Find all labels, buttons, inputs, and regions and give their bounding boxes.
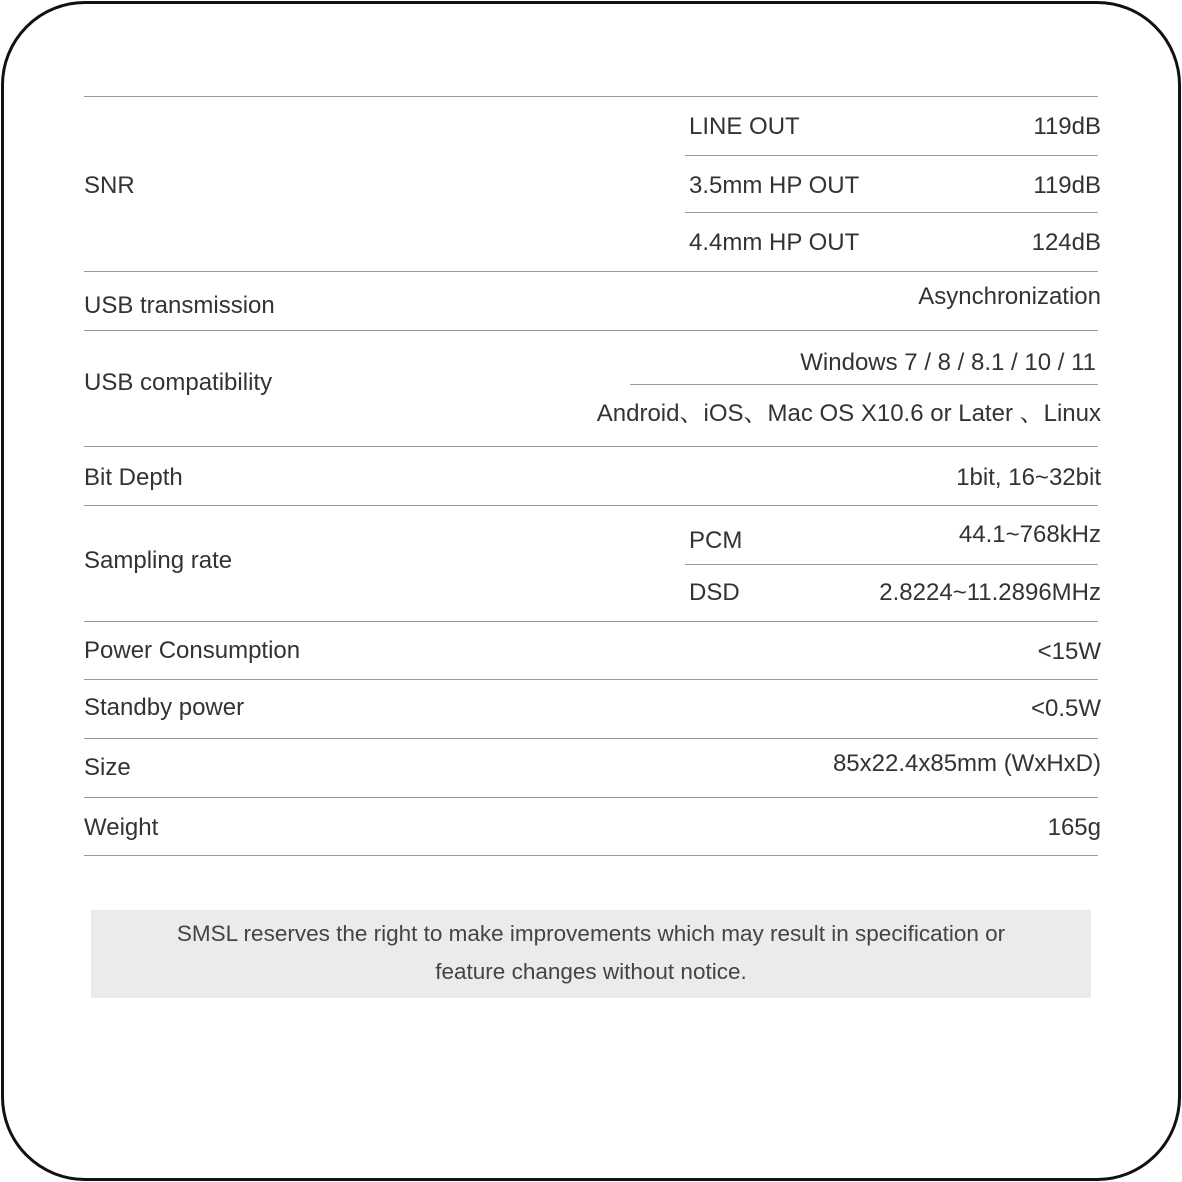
snr-label: SNR bbox=[84, 172, 135, 199]
usb-transmission-label: USB transmission bbox=[84, 292, 275, 319]
power-consumption-label: Power Consumption bbox=[84, 637, 301, 664]
usb-compatibility-windows: Windows 7 / 8 / 8.1 / 10 / 11 bbox=[800, 349, 1096, 376]
bit-depth-value: 1bit, 16~32bit bbox=[956, 464, 1101, 491]
size-label: Size bbox=[84, 754, 131, 781]
snr-44mm-value: 124dB bbox=[1031, 229, 1101, 256]
disclaimer-note bbox=[91, 910, 1091, 998]
snr-35mm-label: 3.5mm HP OUT bbox=[689, 172, 860, 199]
size-value: 85x22.4x85mm (WxHxD) bbox=[832, 750, 1101, 777]
divider bbox=[685, 212, 1098, 213]
divider bbox=[84, 855, 1098, 856]
divider bbox=[84, 446, 1098, 447]
pcm-value: 44.1~768kHz bbox=[958, 521, 1101, 548]
snr-line-out-label: LINE OUT bbox=[689, 113, 800, 140]
disclaimer-line-1: SMSL reserves the right to make improvements which may result in specification or bbox=[176, 921, 1006, 946]
dsd-value: 2.8224~11.2896MHz bbox=[879, 579, 1101, 606]
weight-value: 165g bbox=[1047, 814, 1101, 841]
divider bbox=[84, 505, 1098, 506]
power-consumption-value: <15W bbox=[1037, 638, 1101, 665]
snr-44mm-label: 4.4mm HP OUT bbox=[689, 229, 860, 256]
snr-35mm-value: 119dB bbox=[1033, 172, 1101, 199]
divider bbox=[84, 679, 1098, 680]
usb-compatibility-label: USB compatibility bbox=[84, 369, 273, 396]
usb-compatibility-others: Android、iOS、Mac OS X10.6 or Later 、Linux bbox=[596, 400, 1101, 427]
snr-line-out-value: 119dB bbox=[1033, 113, 1101, 140]
divider bbox=[84, 621, 1098, 622]
divider bbox=[84, 96, 1098, 97]
dsd-label: DSD bbox=[689, 579, 740, 606]
standby-power-label: Standby power bbox=[84, 694, 245, 721]
standby-power-value: <0.5W bbox=[1030, 695, 1101, 722]
divider bbox=[84, 330, 1098, 331]
disclaimer-line-2: feature changes without notice. bbox=[435, 959, 747, 984]
divider bbox=[685, 564, 1098, 565]
divider bbox=[84, 271, 1098, 272]
divider bbox=[84, 738, 1098, 739]
weight-label: Weight bbox=[84, 814, 159, 841]
divider bbox=[84, 797, 1098, 798]
pcm-label: PCM bbox=[689, 527, 743, 554]
divider bbox=[685, 155, 1098, 156]
usb-transmission-value: Asynchronization bbox=[918, 283, 1101, 310]
sampling-rate-label: Sampling rate bbox=[84, 547, 233, 574]
bit-depth-label: Bit Depth bbox=[84, 464, 183, 491]
divider bbox=[630, 384, 1098, 385]
